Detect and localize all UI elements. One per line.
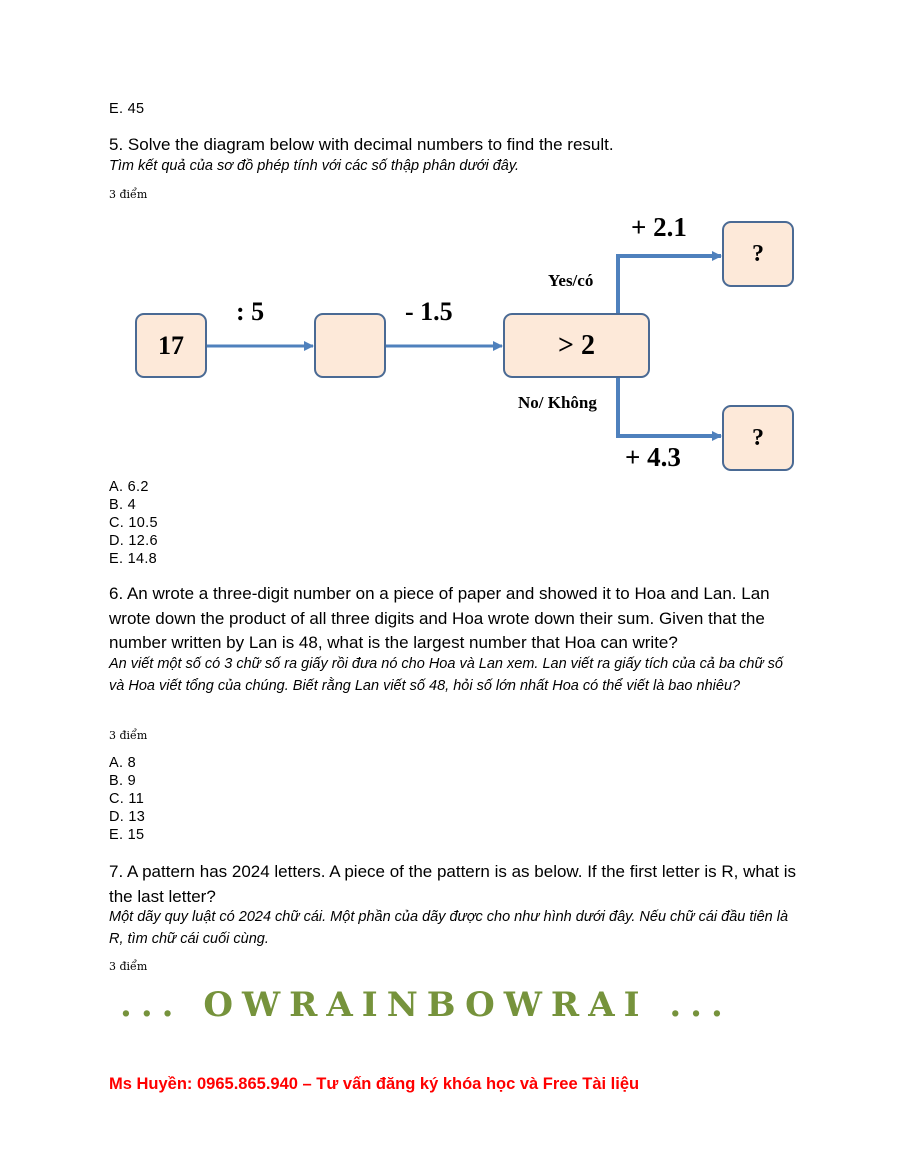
q5-points: 3 điểm — [109, 188, 148, 201]
yes-label: Yes/có — [548, 271, 594, 290]
footer-contact: Ms Huyền: 0965.865.940 – Tư vấn đăng ký khóa học và Free Tài liệu — [109, 1075, 640, 1093]
q5-option-a[interactable]: A. 6.2 — [109, 479, 149, 495]
q5-option-e[interactable]: E. 14.8 — [109, 551, 158, 567]
q6-option-a[interactable]: A. 8 — [109, 755, 136, 771]
q7-title-en: 7. A pattern has 2024 letters. A piece of the pattern is as below. If the first letter is R, what is the last letter? — [109, 862, 796, 906]
q5-option-d[interactable]: D. 12.6 — [109, 533, 158, 549]
q6-option-b[interactable]: B. 9 — [109, 773, 136, 789]
yes-op-label: + 2.1 — [631, 212, 687, 242]
condition-box: > 2 — [503, 313, 650, 378]
arrow-yes-branch — [618, 256, 721, 313]
no-label: No/ Không — [518, 393, 597, 412]
start-value-box: 17 — [135, 313, 207, 378]
q5-option-c[interactable]: C. 10.5 — [109, 515, 158, 531]
arrow-no-branch — [618, 378, 721, 436]
q6-option-d[interactable]: D. 13 — [109, 809, 146, 825]
pattern-sequence: ... OWRAINBOWRAI ... — [120, 985, 732, 1025]
q5-title-vi: Tìm kết quả của sơ đồ phép tính với các số thập phân dưới đây. — [109, 158, 520, 174]
q6-option-c[interactable]: C. 11 — [109, 791, 145, 807]
q6-title-en: 6. An wrote a three-digit number on a piece of paper and showed it to Hoa and Lan. Lan wrote down the product of all three digits and Hoa wrote down their sum. Given that the number written by Lan is 48, what is the largest number that Hoa can write? — [109, 584, 770, 652]
op1-label: : 5 — [236, 297, 265, 326]
result-bottom-box: ? — [722, 405, 794, 471]
no-op-label: + 4.3 — [625, 442, 681, 472]
prev-option-e[interactable]: E. 45 — [109, 101, 145, 117]
result-top-box: ? — [722, 221, 794, 287]
q7-title-vi: Một dãy quy luật có 2024 chữ cái. Một phần của dãy được cho như hình dưới đây. Nếu chữ cái đầu tiên là R, tìm chữ cái cuối cùng. — [109, 909, 789, 947]
q6-points: 3 điểm — [109, 729, 148, 742]
q5-title-en: 5. Solve the diagram below with decimal numbers to find the result. — [109, 135, 614, 154]
q6-option-e[interactable]: E. 15 — [109, 827, 145, 843]
blank-value-box — [314, 313, 386, 378]
q6-title-vi: An viết một số có 3 chữ số ra giấy rồi đưa nó cho Hoa và Lan xem. Lan viết ra giấy tích của cả ba chữ số và Hoa viết tổng của chúng. Biết rằng Lan viết số 48, hỏi số lớn nhất Hoa có thể viết là bao nhiêu? — [109, 656, 783, 694]
op2-label: - 1.5 — [405, 297, 453, 326]
q7-points: 3 điểm — [109, 960, 148, 973]
q5-option-b[interactable]: B. 4 — [109, 497, 136, 513]
